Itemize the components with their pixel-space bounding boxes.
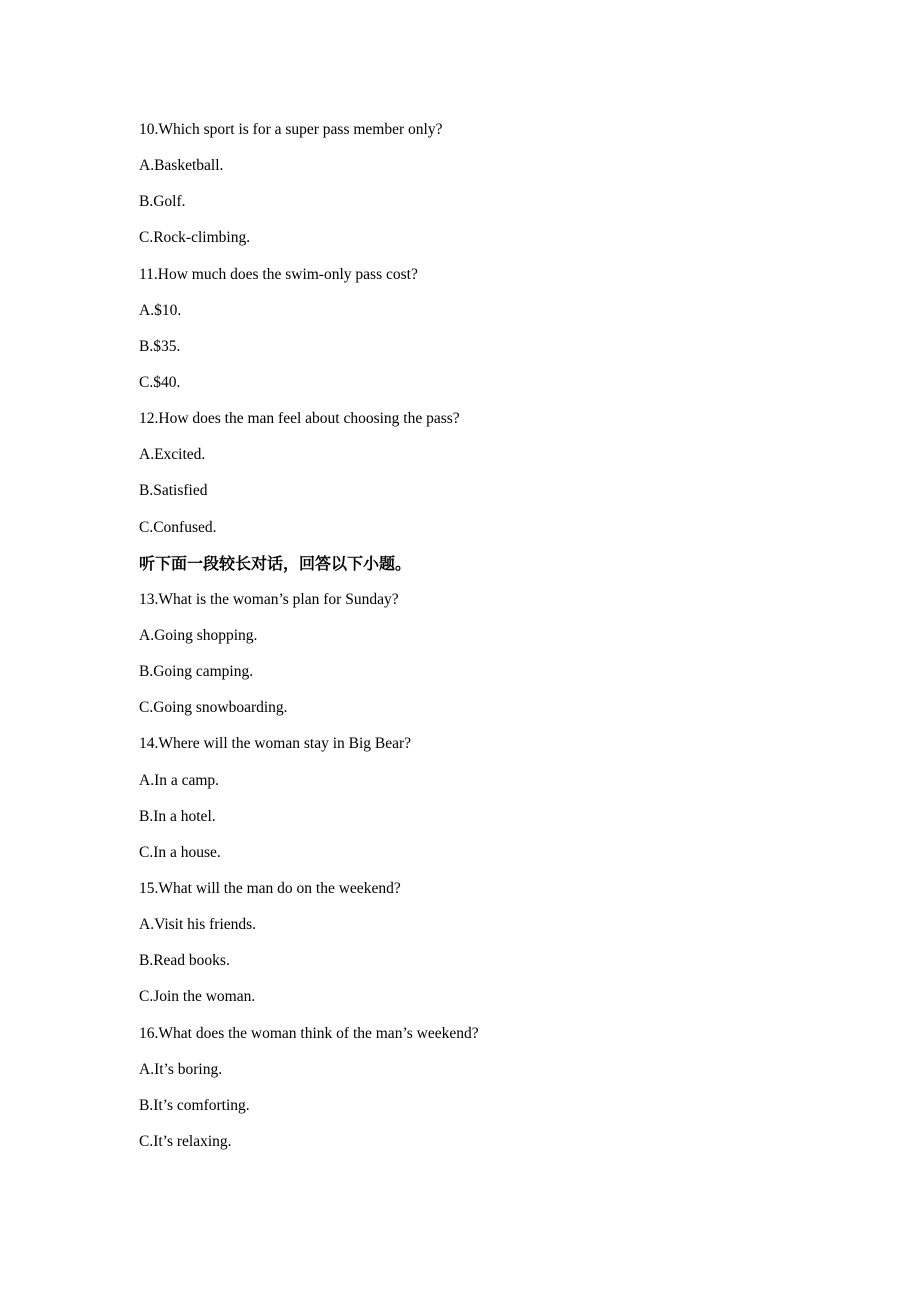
answer-option: C.Rock-climbing.: [139, 229, 251, 247]
answer-option: B.Satisfied: [139, 482, 208, 500]
question-text: 15.What will the man do on the weekend?: [139, 879, 401, 897]
answer-option: A.In a camp.: [139, 771, 220, 789]
answer-option: A.Visit his friends.: [139, 916, 257, 934]
document-body: [139, 120, 479, 1168]
answer-option: C.Confused.: [139, 518, 217, 536]
answer-option: C.In a house.: [139, 843, 221, 861]
question-text: 10.Which sport is for a super pass member only?: [139, 121, 443, 138]
answer-option: B.It’s comforting.: [139, 1096, 250, 1114]
answer-option: C.Going snowboarding.: [139, 699, 288, 717]
question-text: 16.What does the woman think of the man’s weekend?: [139, 1024, 479, 1042]
answer-option: A.Excited.: [139, 446, 206, 464]
section-heading: 听下面一段较长对话，回答以下小题。: [139, 553, 412, 573]
answer-option: A.It’s boring.: [139, 1060, 223, 1078]
answer-option: A.Going shopping.: [139, 626, 258, 644]
question-text: 13.What is the woman’s plan for Sunday?: [139, 590, 399, 608]
question-text: 14.Where will the woman stay in Big Bear?: [139, 735, 412, 753]
answer-option: B.$35.: [139, 337, 181, 355]
answer-option: B.Golf.: [139, 193, 186, 211]
question-text: 12.How does the man feel about choosing the pass?: [139, 410, 460, 428]
answer-option: B.Read books.: [139, 952, 230, 970]
answer-option: C.Join the woman.: [139, 988, 256, 1006]
question-text: 11.How much does the swim-only pass cost?: [139, 265, 418, 283]
answer-option: A.$10.: [139, 301, 182, 319]
answer-option: C.It’s relaxing.: [139, 1132, 232, 1150]
answer-option: C.$40.: [139, 373, 181, 391]
answer-option: A.Basketball.: [139, 157, 224, 175]
answer-option: B.In a hotel.: [139, 807, 216, 825]
answer-option: B.Going camping.: [139, 663, 254, 681]
